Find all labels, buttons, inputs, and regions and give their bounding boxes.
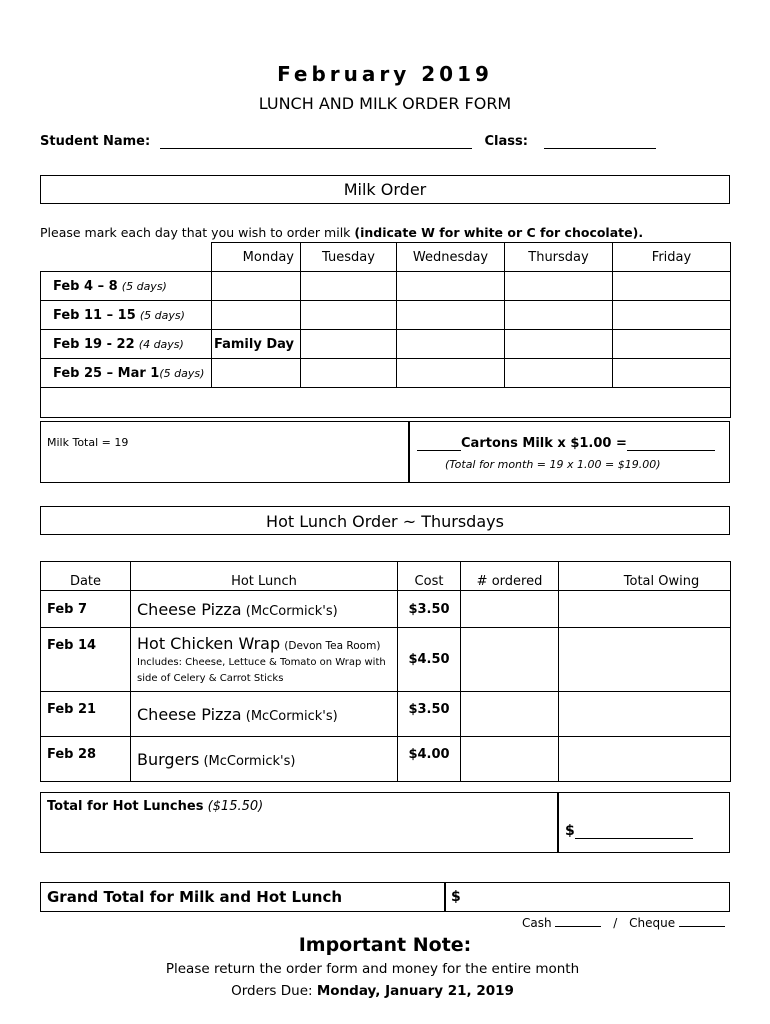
milk-week-label — [41, 330, 212, 359]
lunch-ordered-cell[interactable] — [461, 628, 559, 692]
lunch-item-name: Burgers — [137, 749, 200, 769]
lunch-header-cost: Cost — [398, 562, 461, 591]
milk-total-divider — [408, 421, 410, 483]
milk-cell-friday[interactable] — [613, 330, 731, 359]
milk-blank-row — [41, 388, 731, 418]
form-title: LUNCH AND MILK ORDER FORM — [258, 94, 512, 113]
milk-header-blank — [41, 243, 212, 272]
milk-total-box — [40, 421, 730, 483]
lunch-row — [41, 692, 731, 737]
cartons-note: (Total for month = 19 x 1.00 = $19.00) — [445, 458, 661, 471]
lunch-total-label: Total for Hot Lunches — [47, 799, 204, 814]
milk-week-range: Feb 4 – 8 — [53, 278, 118, 294]
class-field[interactable] — [544, 134, 656, 149]
lunch-header-ordered: # ordered — [461, 562, 559, 591]
milk-header-thursday: Thursday — [505, 243, 613, 272]
milk-cell-thursday[interactable] — [505, 359, 613, 388]
milk-cell-wednesday[interactable] — [397, 272, 505, 301]
lunch-cost: $3.50 — [398, 591, 461, 628]
milk-cell-tuesday[interactable] — [301, 359, 397, 388]
lunch-cost: $4.00 — [398, 737, 461, 782]
milk-week-row — [41, 330, 731, 359]
lunch-header-row — [41, 562, 731, 591]
lunch-section-title-box — [40, 506, 730, 535]
milk-cell-friday[interactable] — [613, 272, 731, 301]
lunch-section-title: Hot Lunch Order ~ Thursdays — [266, 512, 504, 531]
lunch-total-divider — [557, 792, 559, 853]
orders-due-label: Orders Due: — [231, 983, 313, 999]
class-label: Class: — [484, 134, 528, 149]
lunch-cost: $3.50 — [398, 692, 461, 737]
lunch-owing-cell[interactable] — [559, 692, 731, 737]
cash-label: Cash — [522, 916, 552, 930]
lunch-header-owing: Total Owing — [559, 562, 731, 591]
lunch-item-cell — [131, 737, 398, 782]
orders-due-date: Monday, January 21, 2019 — [316, 983, 514, 999]
milk-section-title: Milk Order — [343, 180, 427, 199]
lunch-total-label-wrap — [47, 799, 263, 814]
cartons-total-field[interactable] — [627, 436, 715, 451]
milk-header-friday: Friday — [613, 243, 731, 272]
lunch-item-vendor: (McCormick's) — [245, 708, 338, 724]
lunch-item-cell — [131, 628, 398, 692]
milk-week-days: (4 days) — [138, 337, 184, 351]
lunch-item-description: Includes: Cheese, Lettuce & Tomato on Wrap with side of Celery & Carrot Sticks — [137, 657, 386, 684]
lunch-row — [41, 591, 731, 628]
lunch-owing-cell[interactable] — [559, 591, 731, 628]
milk-cell-monday-holiday: Family Day — [212, 330, 301, 359]
milk-week-row — [41, 301, 731, 330]
cartons-label: Cartons Milk x $1.00 = — [461, 436, 627, 451]
milk-cell-tuesday[interactable] — [301, 272, 397, 301]
grand-total-label: Grand Total for Milk and Hot Lunch — [47, 888, 343, 906]
milk-section-title-box — [40, 175, 730, 204]
milk-cell-thursday[interactable] — [505, 272, 613, 301]
milk-cell-monday[interactable] — [212, 301, 301, 330]
milk-cell-tuesday[interactable] — [301, 301, 397, 330]
milk-cell-wednesday[interactable] — [397, 359, 505, 388]
milk-week-days: (5 days) — [121, 279, 167, 293]
cartons-count-field[interactable] — [417, 436, 461, 451]
student-name-row — [40, 134, 740, 149]
lunch-item-cell — [131, 692, 398, 737]
month-title: February 2019 — [277, 62, 493, 86]
important-note-title: Important Note: — [298, 934, 472, 956]
milk-instructions-text: Please mark each day that you wish to order milk — [40, 225, 355, 240]
lunch-row — [41, 737, 731, 782]
student-name-field[interactable] — [160, 134, 472, 149]
cash-field[interactable] — [555, 915, 601, 927]
lunch-total-dollar: $ — [565, 823, 575, 839]
lunch-date: Feb 14 — [41, 628, 131, 692]
payment-method-line — [522, 915, 725, 930]
lunch-total-amount: ($15.50) — [207, 799, 264, 814]
student-name-label: Student Name: — [40, 134, 151, 149]
milk-cell-monday[interactable] — [212, 272, 301, 301]
lunch-total-field[interactable] — [575, 823, 693, 839]
orders-due-line — [0, 983, 745, 999]
lunch-item-vendor: (McCormick's) — [245, 603, 338, 619]
grand-total-dollar: $ — [451, 889, 461, 905]
lunch-owing-cell[interactable] — [559, 628, 731, 692]
milk-cell-monday[interactable] — [212, 359, 301, 388]
lunch-item-vendor: (Devon Tea Room) — [284, 640, 381, 652]
milk-instructions-bold: (indicate W for white or C for chocolate). — [354, 225, 644, 240]
milk-cell-friday[interactable] — [613, 301, 731, 330]
payment-separator: / — [613, 916, 618, 930]
milk-header-tuesday: Tuesday — [301, 243, 397, 272]
milk-total-label: Milk Total = 19 — [47, 436, 129, 449]
milk-week-label — [41, 359, 212, 388]
lunch-item-name: Hot Chicken Wrap — [137, 634, 281, 653]
lunch-ordered-cell[interactable] — [461, 737, 559, 782]
milk-week-range: Feb 19 - 22 — [53, 336, 135, 352]
milk-header-wednesday: Wednesday — [397, 243, 505, 272]
lunch-item-name: Cheese Pizza — [137, 599, 242, 619]
milk-cell-friday[interactable] — [613, 359, 731, 388]
milk-blank-cell — [41, 388, 731, 418]
lunch-total-dollar-line — [565, 823, 693, 839]
lunch-cost: $4.50 — [398, 628, 461, 692]
lunch-date: Feb 7 — [41, 591, 131, 628]
grand-total-box — [40, 882, 730, 912]
milk-week-label — [41, 272, 212, 301]
milk-cell-thursday[interactable] — [505, 330, 613, 359]
milk-cell-tuesday[interactable] — [301, 330, 397, 359]
lunch-date: Feb 28 — [41, 737, 131, 782]
cheque-label: Cheque — [629, 916, 676, 930]
cartons-line — [417, 436, 715, 451]
milk-week-days: (5 days) — [159, 366, 205, 380]
milk-week-days: (5 days) — [139, 308, 185, 322]
milk-cell-wednesday[interactable] — [397, 330, 505, 359]
lunch-row — [41, 628, 731, 692]
milk-week-row — [41, 359, 731, 388]
lunch-ordered-cell[interactable] — [461, 591, 559, 628]
milk-week-label — [41, 301, 212, 330]
cheque-field[interactable] — [679, 915, 725, 927]
lunch-item-cell — [131, 591, 398, 628]
milk-week-range: Feb 25 – Mar 1 — [53, 365, 160, 381]
lunch-date: Feb 21 — [41, 692, 131, 737]
milk-instructions — [40, 225, 643, 240]
lunch-ordered-cell[interactable] — [461, 692, 559, 737]
milk-cell-thursday[interactable] — [505, 301, 613, 330]
grand-total-divider — [444, 882, 446, 912]
milk-header-row — [41, 243, 731, 272]
milk-cell-wednesday[interactable] — [397, 301, 505, 330]
milk-header-monday: Monday — [212, 243, 301, 272]
lunch-header-date: Date — [41, 562, 131, 591]
important-note-text: Please return the order form and money for the entire month — [165, 961, 580, 977]
hot-lunch-table — [40, 561, 731, 782]
milk-week-range: Feb 11 – 15 — [53, 307, 136, 323]
lunch-total-box — [40, 792, 730, 853]
lunch-item-vendor: (McCormick's) — [203, 753, 296, 769]
milk-order-table — [40, 242, 731, 418]
lunch-owing-cell[interactable] — [559, 737, 731, 782]
lunch-header-item: Hot Lunch — [131, 562, 398, 591]
lunch-item-name: Cheese Pizza — [137, 704, 242, 724]
milk-week-row — [41, 272, 731, 301]
